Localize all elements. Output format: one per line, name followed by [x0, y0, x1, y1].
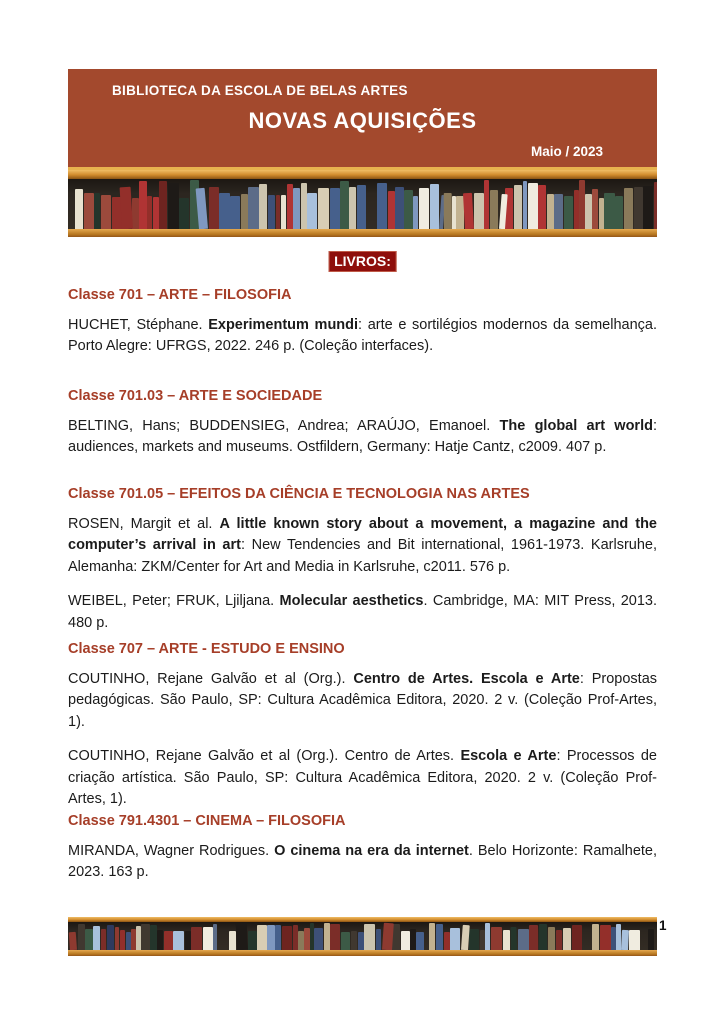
book-spine [157, 930, 162, 950]
book-spine [185, 931, 192, 950]
entry-text: . Cambridge, MA: MIT Press, 2013. 480 p. [68, 593, 657, 631]
class-heading: Classe 701.03 – ARTE E SOCIEDADE [68, 388, 323, 404]
book-spine [351, 931, 357, 950]
class-section [68, 641, 657, 810]
book-spine [401, 931, 410, 950]
book-spine [376, 929, 381, 950]
book-spine [173, 931, 183, 950]
book-spine [235, 923, 247, 950]
bulletin-title: NOVAS AQUISIÇÕES [248, 108, 477, 133]
book-spine [485, 923, 490, 950]
book-spine [78, 924, 86, 950]
entry-text: : New Tendencies and Bit international, 1961-1973. Karlsruhe, Alemanha: ZKM/Center for Art and Media in Karlsruhe, c2011. 576 p. [68, 537, 657, 575]
acquisitions-list [68, 0, 657, 1024]
entry-text: : Propostas pedagógicas. São Paulo, SP: Cultura Acadêmica Editora, 2020. 2 v. (Coleção Prof-Artes, 1). [68, 671, 658, 730]
book-spine [529, 925, 538, 950]
entry-text: : Processos de criação artística. São Paulo, SP: Cultura Acadêmica Editora, 2020. 2 v. (Coleção Prof-Artes, 1). [68, 748, 657, 808]
book-spine [416, 932, 424, 951]
issue-date: Maio / 2023 [530, 144, 603, 159]
book-spine [101, 929, 106, 950]
book-spine [469, 929, 479, 950]
book-spine [364, 924, 375, 950]
book-spine [275, 925, 281, 950]
book-spine [229, 931, 235, 950]
class-section [68, 486, 657, 634]
book-spine [282, 926, 292, 950]
book-spine [341, 932, 350, 950]
book-spine [491, 927, 502, 950]
entry-text: ROSEN, Margit et al. [68, 516, 220, 532]
book-entry [68, 746, 657, 810]
book-spine [429, 923, 435, 950]
book-spine [330, 924, 340, 950]
book-spine [621, 930, 629, 950]
entry-text: WEIBEL, Peter; FRUK, Ljiljana. [68, 593, 280, 610]
shelf-gap [641, 922, 648, 950]
book-spine [324, 923, 329, 950]
shelf-gap [218, 922, 229, 950]
class-heading: Classe 707 – ARTE - ESTUDO E ENSINO [68, 641, 345, 657]
book-entry [68, 591, 657, 634]
class-heading: Classe 701 – ARTE – FILOSOFIA [68, 287, 292, 303]
book-spine [93, 926, 100, 950]
book-spine [248, 931, 257, 950]
bookshelf-photo-bottom [68, 917, 657, 956]
class-heading: Classe 701.05 – EFEITOS DA CIÊNCIA E TECNOLOGIA NAS ARTES [68, 486, 530, 502]
book-title: Escola e Arte [460, 748, 557, 765]
book-title: Experimentum mundi [208, 317, 359, 333]
book-title: O cinema na era da internet [274, 843, 469, 859]
entry-text: . Belo Horizonte: Ramalhete, 2023. 163 p. [68, 843, 657, 881]
book-title: Molecular aesthetics [279, 593, 424, 610]
livros-label: LIVROS: [328, 251, 397, 272]
book-title: Centro de Artes. Escola e Arte [353, 671, 580, 687]
entry-text: HUCHET, Stéphane. [68, 317, 209, 333]
book-spine [600, 925, 611, 950]
book-title: The global art world [499, 418, 653, 434]
book-spine [592, 924, 599, 950]
page-number: 1 [659, 918, 667, 933]
book-spine [314, 928, 323, 950]
book-spine [257, 925, 267, 950]
book-spine [629, 930, 640, 950]
book-spine [563, 928, 571, 950]
book-spine [450, 928, 459, 950]
book-spine [69, 932, 77, 950]
book-spine [213, 924, 217, 950]
book-entry [68, 669, 657, 733]
entry-text: BELTING, Hans; BUDDENSIEG, Andrea; ARAÚJO, Emanoel. [68, 418, 500, 434]
entry-text: MIRANDA, Wagner Rodrigues. [68, 843, 275, 859]
book-spine [503, 930, 510, 950]
book-spine [572, 925, 582, 950]
class-section [68, 388, 657, 459]
book-spine [203, 927, 213, 950]
shelf-gap [582, 922, 592, 950]
class-heading: Classe 791.4301 – CINEMA – FILOSOFIA [68, 813, 346, 829]
book-spine [107, 925, 114, 950]
book-spines-row [68, 922, 657, 950]
book-spine [150, 925, 158, 950]
book-spine [539, 924, 547, 950]
book-spine [648, 929, 654, 950]
book-entry [68, 315, 657, 358]
book-spine [191, 927, 202, 950]
book-spine [410, 929, 416, 950]
class-section [68, 287, 657, 358]
book-spine [141, 924, 150, 950]
book-spine [267, 925, 276, 950]
book-spine [548, 927, 555, 950]
book-spine [164, 931, 173, 950]
book-title: A little known story about a movement, a magazine and the computer’s arrival in art [68, 516, 657, 554]
class-section [68, 813, 657, 884]
book-spine [115, 927, 119, 950]
book-spine [510, 927, 517, 950]
book-entry [68, 841, 657, 884]
book-spine [556, 930, 563, 950]
book-spine [436, 924, 443, 950]
entry-text: COUTINHO, Rejane Galvão et al (Org.). [68, 671, 354, 687]
entry-text: : audiences, markets and museums. Ostfildern, Germany: Hatje Cantz, c2009. 407 p. [68, 418, 657, 456]
book-spine [392, 924, 400, 950]
book-spine [85, 929, 93, 950]
shelf-wood-bottom [68, 950, 657, 956]
book-spine [120, 930, 125, 950]
entry-text: COUTINHO, Rejane Galvão et al (Org.). Centro de Artes. [68, 748, 461, 765]
book-entry [68, 514, 657, 578]
book-entry [68, 416, 657, 459]
book-spine [518, 929, 529, 950]
book-spine [382, 923, 394, 950]
library-name: BIBLIOTECA DA ESCOLA DE BELAS ARTES [112, 83, 408, 98]
entry-text: : arte e sortilégios modernos da semelhança. Porto Alegre: UFRGS, 2022. 246 p. (Coleção interfaces). [68, 317, 657, 355]
